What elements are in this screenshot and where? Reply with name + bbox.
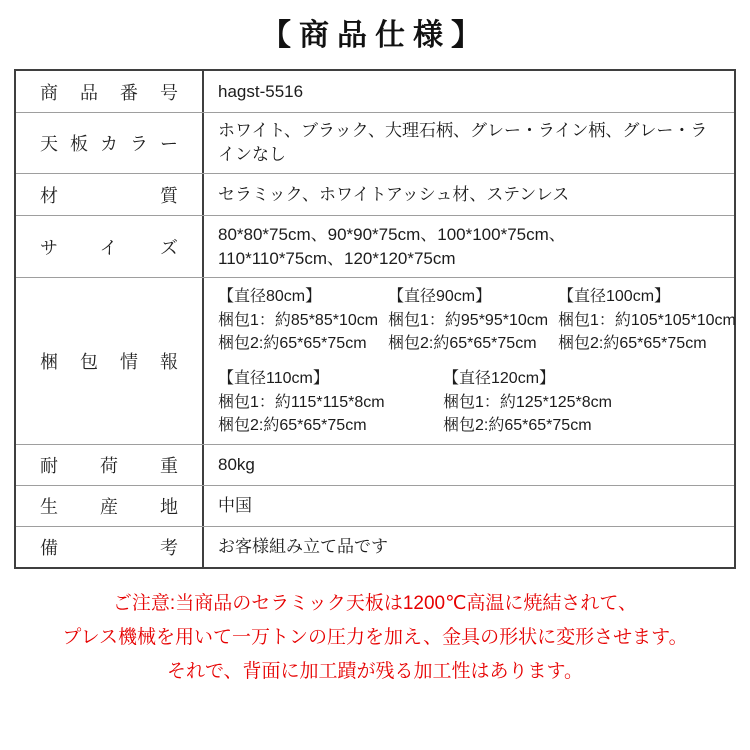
- size-line-1: 80*80*75cm、90*90*75cm、100*100*75cm、: [218, 224, 566, 244]
- packing-col-120cm: [443, 367, 612, 437]
- spec-value-packing: [204, 278, 750, 444]
- packing-line-2: 梱包2:約65*65*75cm: [218, 417, 367, 434]
- spec-label-product-number: [16, 71, 204, 112]
- notice-line-2: プレス機械を用いて一万トンの圧力を加え、金具の形状に変形させます。: [62, 627, 688, 648]
- spec-label-text: 梱包情報: [40, 352, 178, 372]
- packing-header: 【直径100cm】: [558, 288, 671, 305]
- spec-label-packing: [16, 278, 204, 444]
- page-title: 【商品仕様】: [261, 19, 489, 52]
- packing-line-1: 梱包1：約125*125*8cm: [443, 394, 612, 411]
- table-row-material: [16, 173, 734, 215]
- spec-value-load-capacity: [204, 445, 734, 485]
- spec-label-material: [16, 174, 204, 215]
- packing-line-2: 梱包2:約65*65*75cm: [558, 335, 707, 352]
- spec-value-text: お客様組み立て品です: [218, 537, 388, 556]
- packing-line-1: 梱包1：約85*85*10cm: [218, 312, 379, 329]
- packing-header: 【直径110cm】: [218, 370, 329, 387]
- packing-line-2: 梱包2:約65*65*75cm: [218, 335, 367, 352]
- spec-label-text: 備考: [40, 538, 178, 558]
- spec-value-origin: [204, 486, 734, 526]
- packing-header: 【直径80cm】: [218, 288, 322, 305]
- spec-label-text: 生産地: [40, 497, 178, 517]
- spec-label-origin: [16, 486, 204, 526]
- table-row-packing: [16, 277, 734, 444]
- spec-value-text: 中国: [218, 496, 252, 515]
- table-row-product-number: [16, 71, 734, 112]
- packing-col-80cm: [218, 285, 388, 355]
- notice-line-3: それで、背面に加工蹟が残る加工性はあります。: [166, 661, 584, 682]
- notice-line-1: ご注意:当商品のセラミック天板は1200℃高温に焼結されて、: [112, 593, 638, 614]
- packing-line-1: 梱包1：約95*95*10cm: [388, 312, 549, 329]
- spec-label-text: 天板カラー: [40, 134, 178, 154]
- packing-col-90cm: [388, 285, 558, 355]
- size-line-2: 110*110*75cm、120*120*75cm: [218, 248, 456, 268]
- spec-value-text: ホワイト、ブラック、大理石柄、グレー・ライン柄、グレー・ラインなし: [218, 121, 708, 164]
- spec-label-load-capacity: [16, 445, 204, 485]
- spec-label-text: 材質: [40, 185, 178, 206]
- packing-header: 【直径90cm】: [388, 288, 492, 305]
- spec-value-text: セラミック、ホワイトアッシュ材、ステンレス: [218, 184, 570, 204]
- spec-value-top-color: [204, 113, 734, 173]
- table-row-remarks: [16, 526, 734, 567]
- spec-value-remarks: [204, 527, 734, 567]
- spec-label-text: サイズ: [40, 237, 178, 258]
- table-row-load-capacity: [16, 444, 734, 485]
- packing-line-2: 梱包2:約65*65*75cm: [388, 335, 537, 352]
- table-row-origin: [16, 485, 734, 526]
- spec-value-material: [204, 174, 734, 215]
- spec-label-text: 商品番号: [40, 82, 178, 103]
- packing-col-100cm: [558, 285, 736, 355]
- packing-col-110cm: [218, 367, 443, 437]
- spec-table: [14, 69, 736, 569]
- packing-header: 【直径120cm】: [443, 370, 556, 387]
- packing-group-row-2: [218, 367, 736, 437]
- spec-label-top-color: [16, 113, 204, 173]
- spec-label-text: 耐荷重: [40, 456, 178, 476]
- packing-group-row-1: [218, 285, 736, 355]
- caution-notice: [0, 587, 750, 689]
- packing-line-1: 梱包1：約105*105*10cm: [558, 312, 736, 329]
- packing-line-2: 梱包2:約65*65*75cm: [443, 417, 592, 434]
- spec-value-product-number: [204, 71, 734, 112]
- spec-value-size: [204, 216, 734, 277]
- spec-value-text: 80kg: [218, 455, 255, 474]
- spec-label-remarks: [16, 527, 204, 567]
- spec-label-size: [16, 216, 204, 277]
- spec-value-text: hagst-5516: [218, 81, 304, 101]
- packing-line-1: 梱包1：約115*115*8cm: [218, 394, 385, 411]
- table-row-top-color: [16, 112, 734, 173]
- table-row-size: [16, 215, 734, 277]
